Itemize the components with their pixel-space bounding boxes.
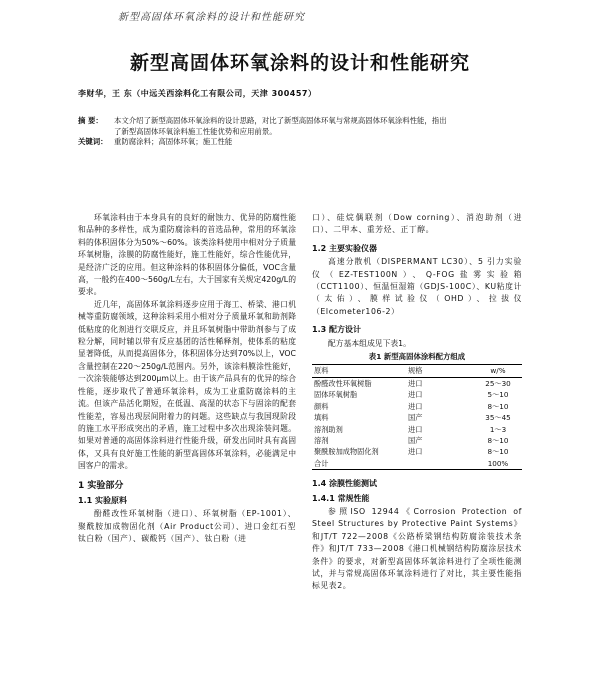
table-cell: 酚醛改性环氧树脂 <box>314 378 372 388</box>
paragraph-materials-cont: 口）、硅烷偶联剂（Dow corning）、消泡助剂（进口）、二甲本、重芳烃、正丁醇。 <box>312 213 522 235</box>
table-row <box>312 389 522 400</box>
table-cell: 25～30 <box>485 378 511 388</box>
table-cell: 聚酰胺加成物固化剂 <box>314 447 379 457</box>
abstract-text-line2: 了新型高固体环氧涂料施工性能优势和应用前景。 <box>114 126 277 136</box>
paragraph-intro-2: 近几年，高固体环氧涂料逐步应用于海工、桥梁、港口机械等重防腐领域，这种涂料采用小相对分子质量环氧和助剂降低粘度的化剂进行交联反应，并且环氧树脂中带助剂参与了成粒分解，同时辅以带有反应基团的活性稀释剂，使体系的粘度显著降低，从而提高固体分，体积固体分达到70%以上，VOC含量控制在220～250g/L范围内。另外，该涂料膜涂性能好，一次涂装能够达到200μm以上。由于该产品具有的优异的综合性能，逐步取代了普通环氧涂料，成为工业重防腐涂料的主流。但该产品活化期短，在低温、高湿的状态下与固涂的配套性能差，容易出现层间附着力的问题。这些缺点与我国现阶段的施工水平形成突出的矛盾，施工过程中多次出现涂装问题。如果对普通的高固体涂料进行性能升级，研发出同时具有高固体，又具有良好施工性能的新型高固体环氧涂料，必能满足中国客户的需求。 <box>78 299 296 471</box>
abstract-text-line1: 本文介绍了新型高固体环氧涂料的设计思路，对比了新型高固体环氧与常规高固体环氧涂料性能，指出 <box>114 116 447 125</box>
table-header-row <box>312 365 522 377</box>
table-row <box>312 401 522 412</box>
subsection-heading-instruments: 1.2 主要实验仪器 <box>312 243 377 253</box>
article-title: 新型高固体环氧涂料的设计和性能研究 <box>129 52 470 74</box>
keywords-text: 重防腐涂料；高固体环氧；施工性能 <box>114 137 233 146</box>
table-cell: 国产 <box>408 435 423 445</box>
table-cell: 进口 <box>408 390 423 400</box>
table-cell: 溶剂助剂 <box>314 424 343 434</box>
table-cell: 填料 <box>314 413 329 423</box>
subsection-heading-tests: 1.4 涂膜性能测试 <box>312 479 377 489</box>
right-column <box>312 212 522 593</box>
table-cell: 1～3 <box>489 424 507 434</box>
subsection-heading-general-perf: 1.4.1 常规性能 <box>312 493 370 503</box>
table-cell: 合计 <box>314 458 329 468</box>
table-row <box>312 446 522 457</box>
author-line: 李财华，王 东（中远关西涂料化工有限公司，天津 300457） <box>78 89 317 98</box>
table-caption: 表1 新型高固体涂料配方组成 <box>368 352 466 362</box>
table-body <box>312 377 522 469</box>
table-cell <box>406 458 474 470</box>
table-cell: 进口 <box>408 424 423 434</box>
abstract-block <box>78 116 518 148</box>
table-cell: 溶剂 <box>314 435 329 445</box>
table-cell: 进口 <box>408 401 423 411</box>
table-cell: 35～45 <box>485 413 511 423</box>
table-row <box>312 458 522 470</box>
paragraph-materials: 酚醛改性环氧树脂（进口）、环氧树脂（EP-1001）、聚酰胺加成物固化剂（Air Product公司）、进口金红石型钛白粉（国产）、碳酸钙（国产）、钛白粉（进 <box>78 509 296 544</box>
table-cell: 进口 <box>408 378 423 388</box>
table-cell: 国产 <box>408 413 423 423</box>
table-row <box>312 377 522 389</box>
table-header-cell: 原料 <box>312 365 406 377</box>
abstract-label: 摘 要： <box>78 116 103 125</box>
table-row <box>312 435 522 446</box>
paragraph-instruments: 高速分散机（DISPERMANT LC30）、5 引力实验仪（EZ-TEST100N）、Q-FOG盐雾实验箱（CCT1100）、恒温恒湿箱（GDJS-100C）、KU粘度计（太佑）、膜样试验仪（OHD）、拉拔仪（Elcometer106-2） <box>312 257 522 316</box>
formula-table <box>312 364 522 470</box>
section-heading-experiment: 1 实验部分 <box>78 480 124 491</box>
left-column <box>78 212 296 546</box>
subsection-heading-materials: 1.1 实验原料 <box>78 495 127 505</box>
paragraph-tests: 参照ISO 12944《Corrosion Protection of Steel Structures by Protective Paint Systems》和JT/T 722—2008《公路桥梁钢结构防腐涂装技术条件》和JT/T 733—2008《港口机械钢结构防腐涂层技术条件》的要求，对新型高固体环氧涂料进行了全项性能测试，并与常规高固体环氧涂料进行了对比，其主要性能指标见表2。 <box>312 506 522 591</box>
table-header-cell: w/% <box>474 365 522 377</box>
table-row <box>312 412 522 423</box>
paragraph-intro-1: 环氧涂料由于本身具有的良好的耐蚀力、优异的防腐性能和品种的多样性，成为重防腐涂料的首选品种，常用的环氧涂料的体积固体分为50%～60%。该类涂料使用中相对分子质量环氧树脂，涂膜的防腐性能好，施工性能好，综合性能优异，是经济广泛的应用。但这种涂料的体积固体分偏低，VOC含量高，一般约在400～560g/L左右，大于国家有关规定420g/L的要求。 <box>78 213 296 297</box>
keywords-label: 关键词： <box>78 137 108 146</box>
table-cell: 100% <box>487 458 509 468</box>
table-cell: 8～10 <box>487 447 509 457</box>
table-cell: 固体环氧树脂 <box>314 390 358 400</box>
table-cell: 8～10 <box>487 435 509 445</box>
table-row <box>312 424 522 435</box>
paragraph-formula: 配方基本组成见下表1。 <box>328 338 411 348</box>
table-cell: 进口 <box>408 447 423 457</box>
subsection-heading-formula: 1.3 配方设计 <box>312 325 361 335</box>
table-cell: 8～10 <box>487 401 509 411</box>
table-header-cell: 规格 <box>406 365 474 377</box>
table-cell: 颜料 <box>314 401 329 411</box>
running-head: 新型高固体环氧涂料的设计和性能研究 <box>118 12 305 23</box>
table-cell: 5～10 <box>487 390 509 400</box>
